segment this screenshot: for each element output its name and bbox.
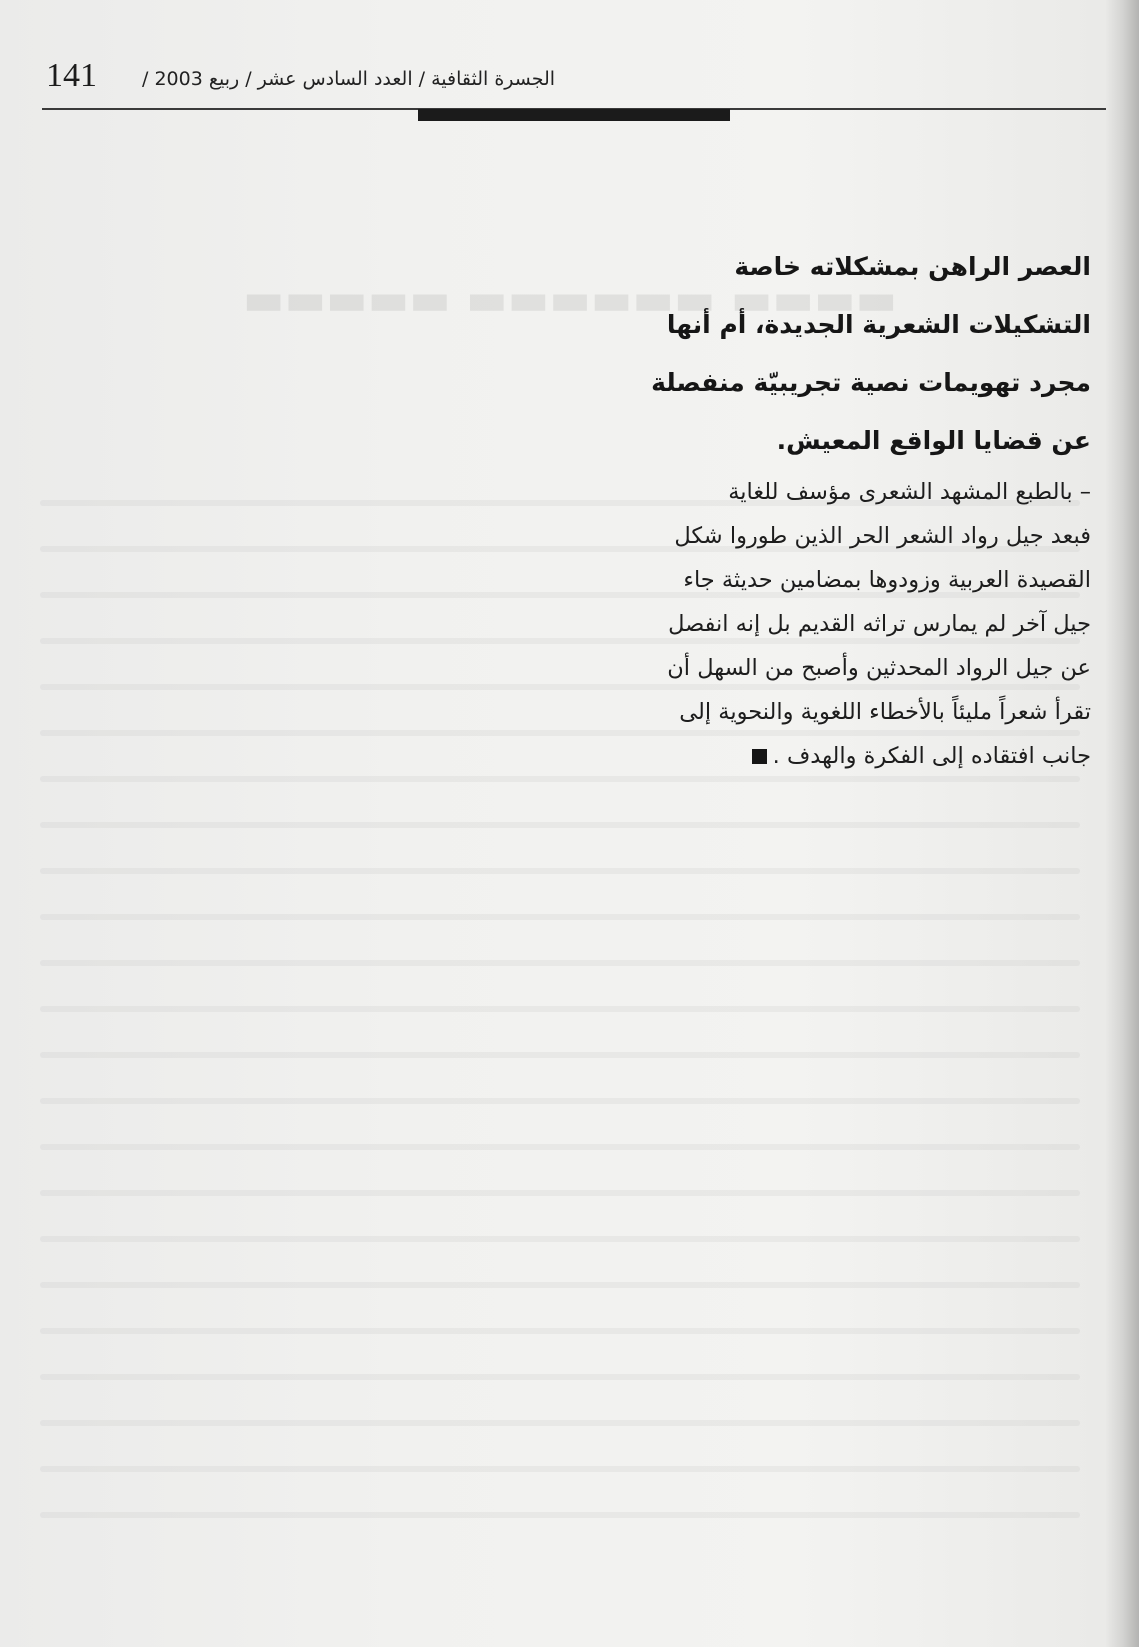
answer-line: القصيدة العربية وزودوها بمضامين حديثة جاء [683, 567, 1091, 593]
answer-line: – بالطبع المشهد الشعرى مؤسف للغاية [728, 479, 1091, 505]
end-of-article-mark [752, 749, 767, 764]
answer-line: جيل آخر لم يمارس تراثه القديم بل إنه انفصل [668, 611, 1091, 637]
answer-line: فبعد جيل رواد الشعر الحر الذين طوروا شكل [674, 523, 1091, 549]
bleed-through-title: ▬▬▬▬ ▬▬▬▬▬▬ ▬▬▬▬▬ [242, 274, 898, 325]
page-number: 141 [46, 57, 97, 94]
answer-line: جانب افتقاده إلى الفكرة والهدف . [772, 743, 1091, 769]
answer-final-line [571, 734, 1091, 778]
running-header [46, 57, 1096, 102]
answer-line: تقرأ شعراً مليئاً بالأخطاء اللغوية والنحوية إلى [679, 699, 1091, 725]
issue-info: الجسرة الثقافية / العدد السادس عشر / ربيع 2003 / [142, 68, 556, 90]
header-accent-bar [418, 109, 730, 121]
question-line: العصر الراهن بمشكلاته خاصة [734, 252, 1091, 281]
answer-line: عن جيل الرواد المحدثين وأصبح من السهل أن [667, 655, 1091, 681]
question-line: عن قضايا الواقع المعيش. [776, 426, 1091, 455]
binding-shadow [1105, 0, 1139, 1647]
question-line: التشكيلات الشعرية الجديدة، أم أنها [666, 310, 1091, 339]
article-column [571, 238, 1091, 778]
question-line: مجرد تهويمات نصية تجريبيّة منفصلة [651, 368, 1091, 397]
